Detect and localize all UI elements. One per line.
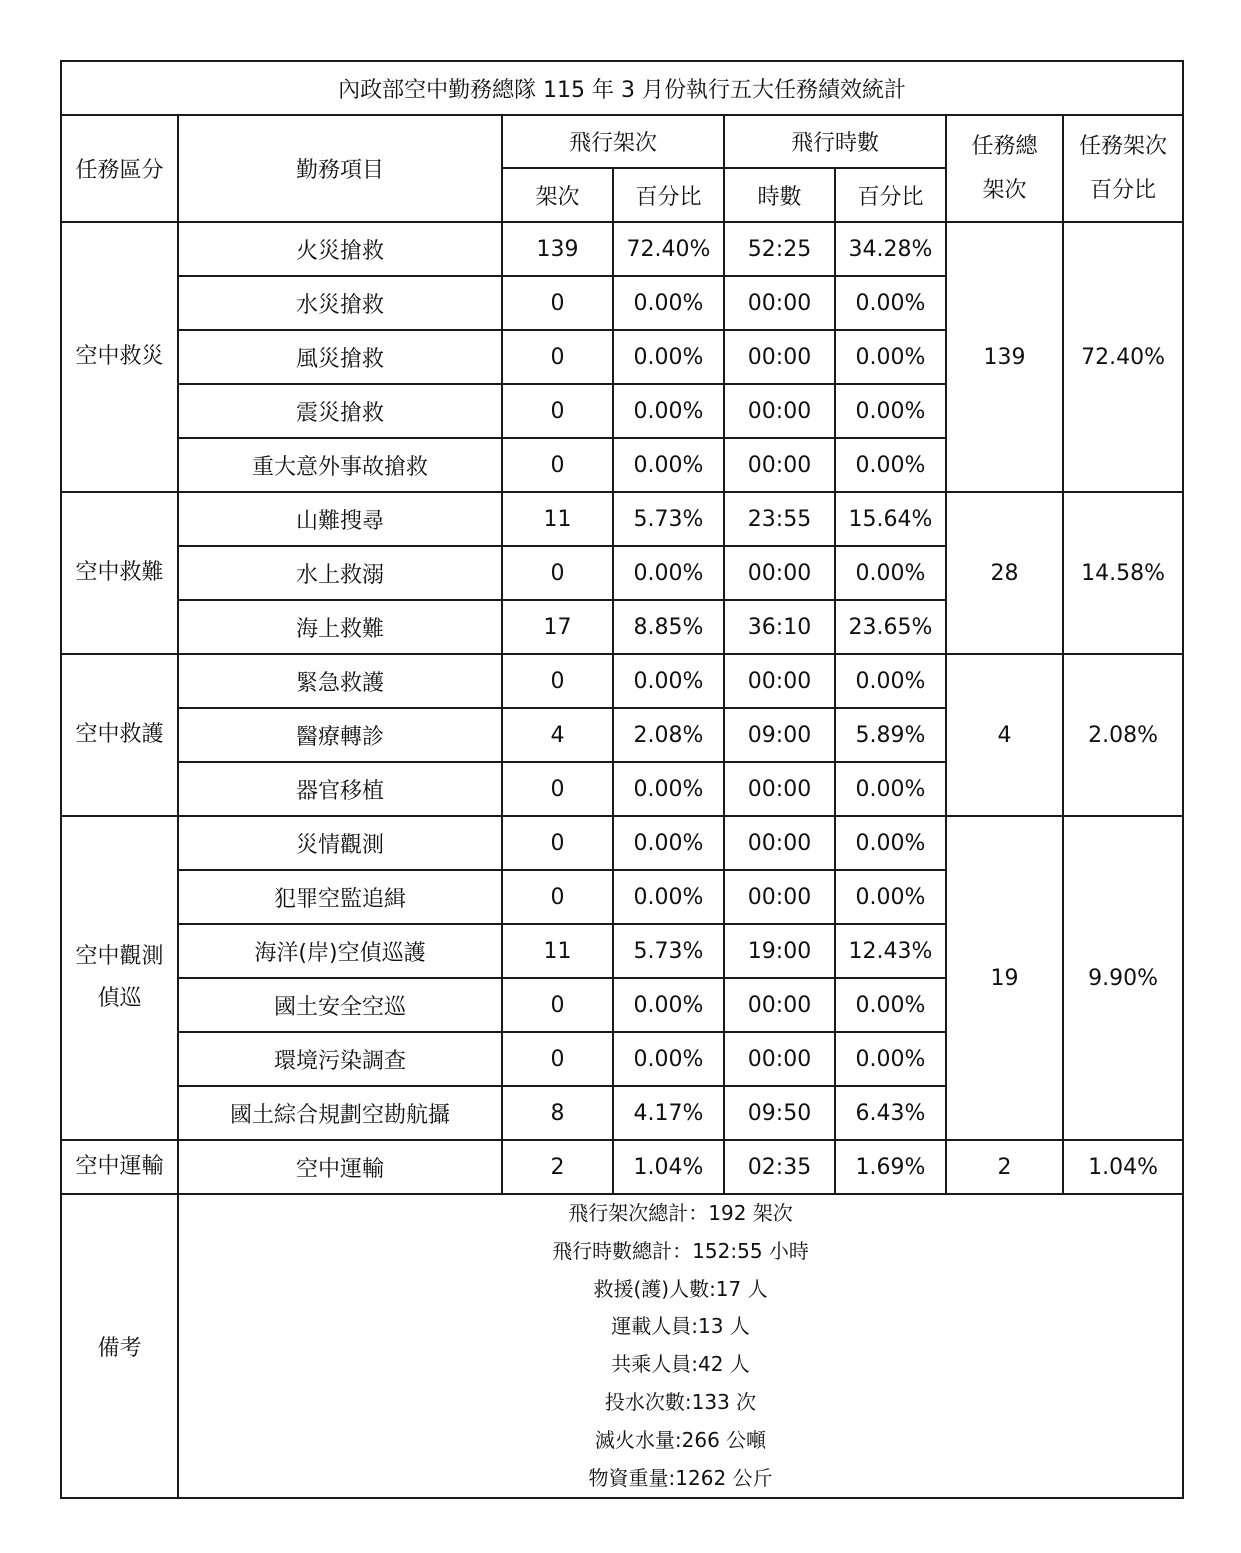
sorties-pct-value: 0.00% (613, 762, 724, 816)
header-flight-pct-line1: 任務架次 (1079, 133, 1168, 159)
sorties-pct-value: 0.00% (613, 276, 724, 330)
hours-pct-value: 0.00% (835, 654, 946, 708)
table-row (61, 492, 1183, 546)
sorties-value: 0 (502, 654, 613, 708)
hours-pct-value: 0.00% (835, 276, 946, 330)
item-name: 重大意外事故搶救 (178, 438, 502, 492)
sorties-pct-value: 0.00% (613, 1032, 724, 1086)
hours-value: 00:00 (724, 978, 835, 1032)
group-flight-pct: 2.08% (1063, 654, 1183, 816)
hours-value: 09:50 (724, 1086, 835, 1140)
hours-value: 00:00 (724, 762, 835, 816)
category-cell (61, 654, 178, 816)
sorties-value: 0 (502, 546, 613, 600)
hours-pct-value: 0.00% (835, 816, 946, 870)
sorties-value: 0 (502, 330, 613, 384)
hours-value: 19:00 (724, 924, 835, 978)
item-name: 空中運輸 (178, 1140, 502, 1194)
hours-pct-value: 0.00% (835, 870, 946, 924)
item-name: 器官移植 (178, 762, 502, 816)
hours-pct-value: 0.00% (835, 384, 946, 438)
header-hours-pct: 百分比 (835, 168, 946, 222)
category-name-line: 空中救護 (75, 722, 164, 747)
notes-content (178, 1194, 1183, 1498)
hours-pct-value: 0.00% (835, 330, 946, 384)
notes-label: 備考 (61, 1194, 178, 1498)
hours-value: 23:55 (724, 492, 835, 546)
group-total-flights: 2 (946, 1140, 1063, 1194)
group-flight-pct: 72.40% (1063, 222, 1183, 492)
category-cell (61, 1140, 178, 1194)
hours-pct-value: 5.89% (835, 708, 946, 762)
header-flights-group: 飛行架次 (502, 115, 724, 168)
hours-value: 00:00 (724, 384, 835, 438)
title-row (61, 61, 1183, 115)
item-name: 火災搶救 (178, 222, 502, 276)
sorties-value: 0 (502, 762, 613, 816)
sorties-pct-value: 5.73% (613, 492, 724, 546)
hours-pct-value: 23.65% (835, 600, 946, 654)
hours-pct-value: 15.64% (835, 492, 946, 546)
header-total-flights (946, 115, 1063, 222)
header-sorties: 架次 (502, 168, 613, 222)
sorties-value: 11 (502, 492, 613, 546)
hours-value: 00:00 (724, 330, 835, 384)
hours-pct-value: 34.28% (835, 222, 946, 276)
hours-pct-value: 0.00% (835, 1032, 946, 1086)
sorties-pct-value: 0.00% (613, 438, 724, 492)
item-name: 醫療轉診 (178, 708, 502, 762)
hours-value: 00:00 (724, 816, 835, 870)
group-total-flights: 28 (946, 492, 1063, 654)
item-name: 山難搜尋 (178, 492, 502, 546)
table-row (61, 1140, 1183, 1194)
hours-pct-value: 1.69% (835, 1140, 946, 1194)
hours-value: 00:00 (724, 276, 835, 330)
sorties-value: 8 (502, 1086, 613, 1140)
group-total-flights: 19 (946, 816, 1063, 1140)
header-sorties-pct: 百分比 (613, 168, 724, 222)
sorties-pct-value: 72.40% (613, 222, 724, 276)
hours-value: 00:00 (724, 438, 835, 492)
group-total-flights: 4 (946, 654, 1063, 816)
item-name: 風災搶救 (178, 330, 502, 384)
note-line: 救援(護)人數:17 人 (593, 1276, 768, 1301)
hours-value: 09:00 (724, 708, 835, 762)
header-hours-group: 飛行時數 (724, 115, 946, 168)
hours-value: 36:10 (724, 600, 835, 654)
category-cell (61, 816, 178, 1140)
group-flight-pct: 9.90% (1063, 816, 1183, 1140)
item-name: 國土安全空巡 (178, 978, 502, 1032)
hours-value: 00:00 (724, 870, 835, 924)
note-line: 投水次數:133 次 (604, 1389, 757, 1414)
hours-pct-value: 0.00% (835, 438, 946, 492)
performance-table (60, 60, 1184, 1499)
note-line: 物資重量:1262 公斤 (588, 1465, 773, 1490)
group-flight-pct: 14.58% (1063, 492, 1183, 654)
category-name-line: 空中觀測 (75, 944, 164, 969)
sorties-value: 11 (502, 924, 613, 978)
sorties-value: 0 (502, 276, 613, 330)
hours-value: 00:00 (724, 546, 835, 600)
item-name: 海上救難 (178, 600, 502, 654)
item-name: 緊急救護 (178, 654, 502, 708)
table-row (61, 654, 1183, 708)
item-name: 水災搶救 (178, 276, 502, 330)
hours-value: 02:35 (724, 1140, 835, 1194)
header-flight-pct-line2: 百分比 (1090, 177, 1157, 203)
category-name-line: 空中救難 (75, 560, 164, 585)
table-row (61, 222, 1183, 276)
note-line: 共乘人員:42 人 (611, 1352, 750, 1377)
table-title: 內政部空中勤務總隊 115 年 3 月份執行五大任務績效統計 (61, 61, 1183, 115)
sorties-value: 0 (502, 978, 613, 1032)
sorties-pct-value: 0.00% (613, 330, 724, 384)
category-name-line: 空中運輸 (75, 1154, 164, 1179)
hours-value: 52:25 (724, 222, 835, 276)
hours-pct-value: 0.00% (835, 978, 946, 1032)
group-flight-pct: 1.04% (1063, 1140, 1183, 1194)
header-row-1 (61, 115, 1183, 168)
notes-row (61, 1194, 1183, 1498)
group-total-flights: 139 (946, 222, 1063, 492)
item-name: 震災搶救 (178, 384, 502, 438)
sorties-pct-value: 0.00% (613, 978, 724, 1032)
category-name-line: 空中救災 (75, 344, 164, 369)
note-line: 運載人員:13 人 (611, 1314, 750, 1339)
sorties-value: 0 (502, 438, 613, 492)
sorties-pct-value: 0.00% (613, 870, 724, 924)
header-flight-pct (1063, 115, 1183, 222)
header-hours: 時數 (724, 168, 835, 222)
sorties-value: 4 (502, 708, 613, 762)
item-name: 海洋(岸)空偵巡護 (178, 924, 502, 978)
sorties-pct-value: 4.17% (613, 1086, 724, 1140)
sorties-pct-value: 0.00% (613, 654, 724, 708)
hours-pct-value: 0.00% (835, 762, 946, 816)
sorties-value: 2 (502, 1140, 613, 1194)
table-row (61, 816, 1183, 870)
sorties-value: 0 (502, 870, 613, 924)
header-category: 任務區分 (61, 115, 178, 222)
item-name: 水上救溺 (178, 546, 502, 600)
category-cell (61, 492, 178, 654)
sorties-value: 0 (502, 384, 613, 438)
header-total-flights-line2: 架次 (982, 177, 1027, 203)
header-item: 勤務項目 (178, 115, 502, 222)
sorties-value: 0 (502, 816, 613, 870)
sorties-pct-value: 0.00% (613, 384, 724, 438)
hours-pct-value: 0.00% (835, 546, 946, 600)
hours-pct-value: 6.43% (835, 1086, 946, 1140)
category-name-line: 偵巡 (97, 986, 142, 1011)
hours-value: 00:00 (724, 654, 835, 708)
item-name: 犯罪空監追緝 (178, 870, 502, 924)
sorties-value: 17 (502, 600, 613, 654)
sorties-pct-value: 2.08% (613, 708, 724, 762)
item-name: 環境污染調查 (178, 1032, 502, 1086)
sorties-value: 139 (502, 222, 613, 276)
sorties-pct-value: 1.04% (613, 1140, 724, 1194)
note-line: 滅火水量:266 公噸 (594, 1427, 767, 1452)
header-total-flights-line1: 任務總 (971, 133, 1038, 159)
sorties-pct-value: 0.00% (613, 546, 724, 600)
sorties-pct-value: 0.00% (613, 816, 724, 870)
category-cell (61, 222, 178, 492)
sorties-pct-value: 8.85% (613, 600, 724, 654)
item-name: 災情觀測 (178, 816, 502, 870)
sorties-value: 0 (502, 1032, 613, 1086)
item-name: 國土綜合規劃空勘航攝 (178, 1086, 502, 1140)
note-line: 飛行架次總計：192 架次 (568, 1201, 793, 1225)
hours-value: 00:00 (724, 1032, 835, 1086)
hours-pct-value: 12.43% (835, 924, 946, 978)
note-line: 飛行時數總計：152:55 小時 (552, 1238, 809, 1263)
sorties-pct-value: 5.73% (613, 924, 724, 978)
